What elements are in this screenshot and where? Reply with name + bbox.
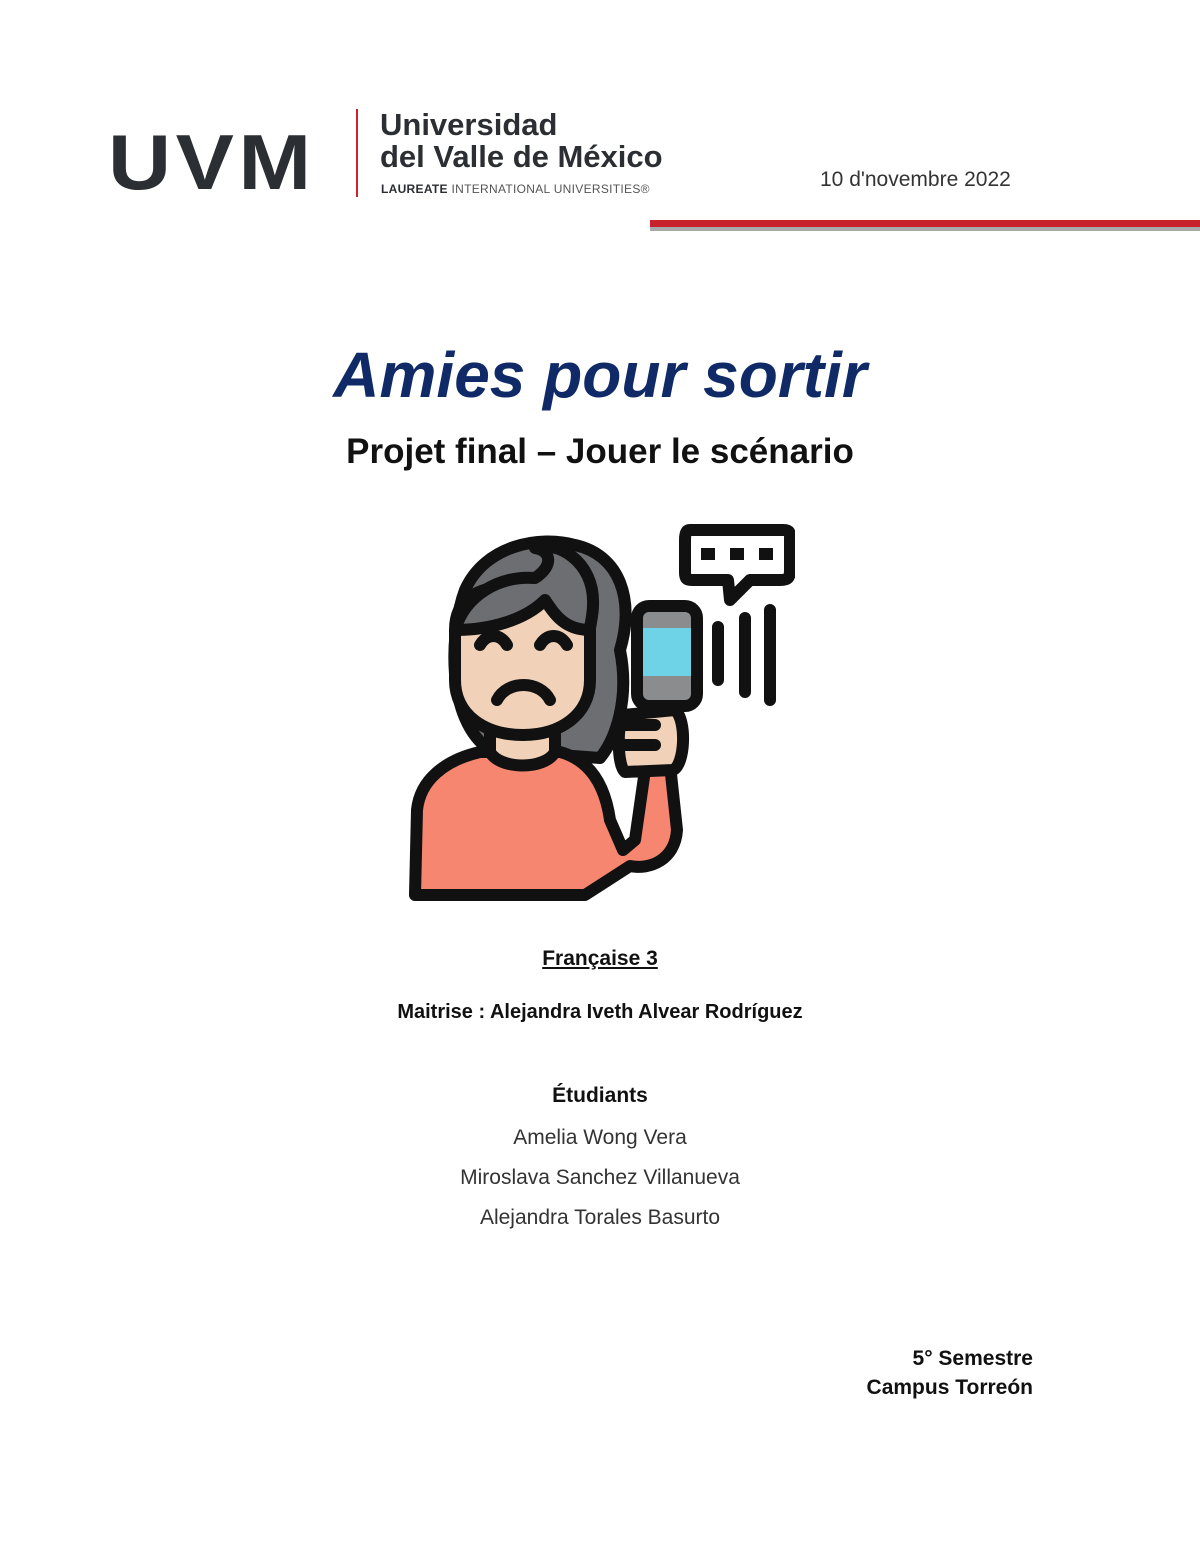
university-logo	[108, 105, 688, 206]
student-name: Alejandra Torales Basurto	[479, 1206, 721, 1229]
teacher-name: Maitrise : Alejandra Iveth Alvear Rodríguez	[397, 1001, 803, 1023]
page-subtitle: Projet final – Jouer le scénario	[346, 432, 854, 471]
sad-woman-with-phone-icon	[405, 520, 795, 905]
student-name: Miroslava Sanchez Villanueva	[460, 1166, 740, 1189]
network-tagline	[381, 182, 650, 196]
course-name: Française 3	[542, 947, 658, 970]
campus-label: Campus Torreón	[866, 1376, 1033, 1399]
university-name-line2: del Valle de México	[380, 139, 663, 174]
header-rule-red	[650, 220, 1200, 227]
students-heading: Étudiants	[552, 1084, 648, 1107]
page-title: Amies pour sortir	[333, 339, 867, 411]
network-bold: LAUREATE	[381, 182, 448, 196]
network-rest: INTERNATIONAL UNIVERSITIES®	[451, 182, 650, 196]
document-date: 10 d'novembre 2022	[820, 168, 1011, 191]
header-rule-gray	[650, 227, 1200, 231]
semester-label: 5° Semestre	[912, 1347, 1033, 1370]
footer-info	[867, 1344, 1033, 1402]
uvm-logo-mark: UVM	[108, 118, 316, 206]
student-name: Amelia Wong Vera	[513, 1126, 687, 1149]
logo-separator	[356, 109, 358, 197]
university-name-line1: Universidad	[380, 107, 558, 142]
